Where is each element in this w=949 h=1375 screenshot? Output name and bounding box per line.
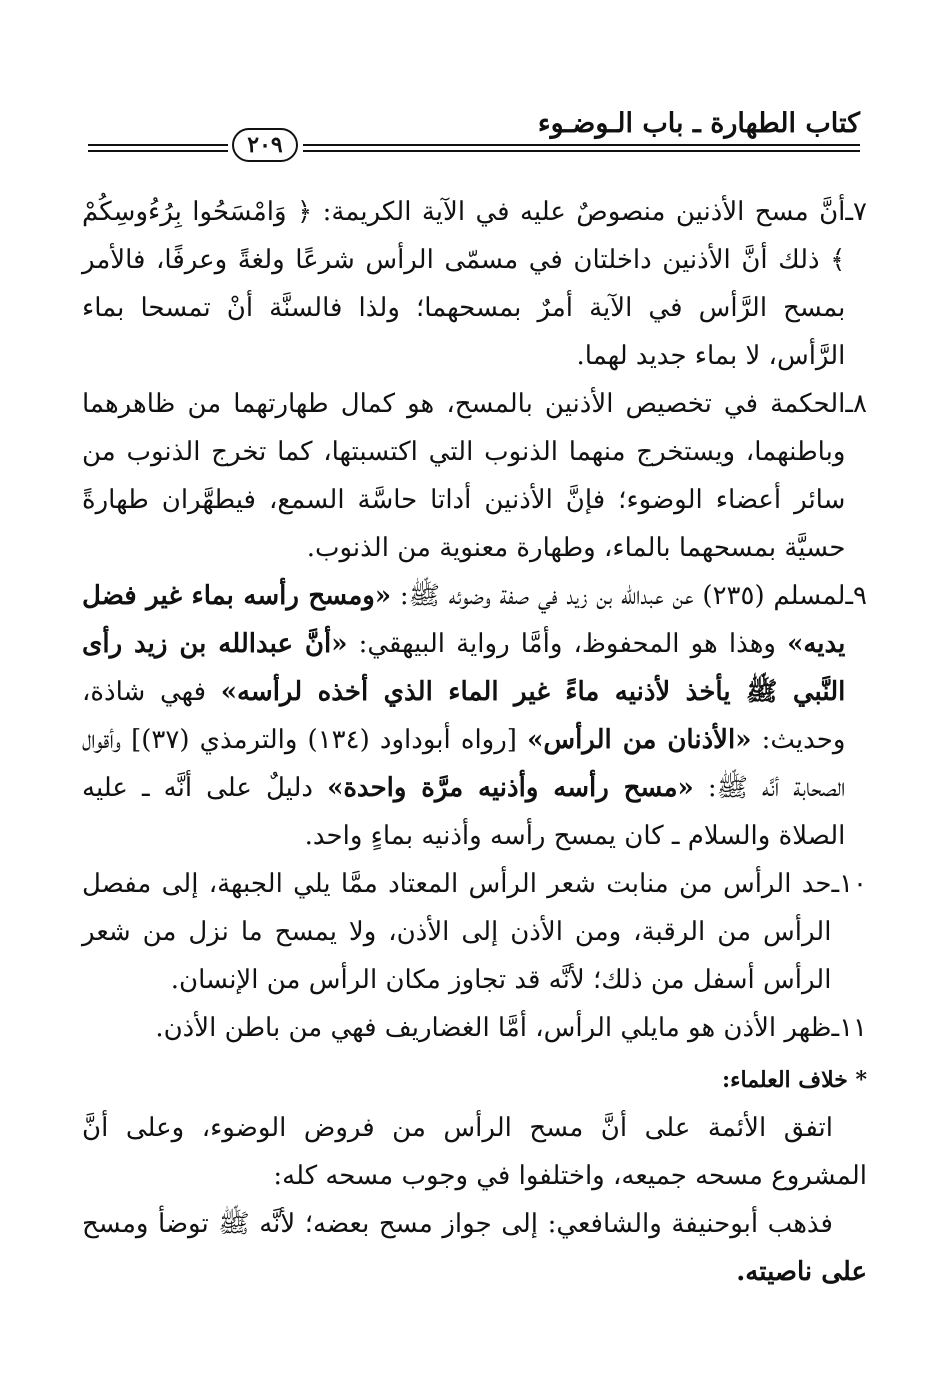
text-run: لمسلم (٢٣٥) عن عبدالله بن زيد في صفة وضوئه ﷺ: — [391, 581, 846, 611]
text-run: فذهب أبوحنيفة والشافعي: إلى جواز مسح بعضه؛ لأنَّه ﷺ توضأ ومسح — [82, 1209, 833, 1239]
hadith-quote: «ومسح رأسه بماء غير فضل يديه» — [82, 581, 846, 659]
running-head: كتاب الطهارة ـ باب الـوضـوء — [537, 108, 860, 139]
item-number: ١٠ـ — [831, 869, 867, 899]
item-text — [82, 572, 845, 860]
hadith-quote: «الأذنان من الرأس» — [527, 725, 752, 755]
list-item — [82, 188, 867, 380]
text-run: على ناصيته. — [736, 1257, 867, 1287]
text-run: فهي شاذة، وحديث: — [82, 677, 846, 755]
hadith-quote: «مسح رأسه وأذنيه مرَّة واحدة» — [327, 773, 694, 803]
list-item — [82, 572, 867, 860]
section-heading: * خلاف العلماء: — [722, 1067, 867, 1093]
list-item — [82, 860, 867, 1004]
item-number: ١١ـ — [831, 1013, 867, 1043]
text-run: وهذا هو المحفوظ، وأمَّا رواية البيهقي: — [347, 629, 788, 659]
header-rule — [303, 144, 860, 146]
item-text: أنَّ مسح الأذنين منصوصٌ عليه في الآية الكريمة: ﴿ وَامْسَحُوا بِرُءُوسِكُمْ ﴾ ذلك أنَّ الأذنين داخلتان في مسمّى الرأس شرعًا ولغةً وعرفًا، فالأمر بمسح الرَّأس في الآية أمرٌ بمسحهما؛ ولذا فالسنَّة أنْ تمسحا بماء الرَّأس، لا بماء جديد لهما. — [82, 197, 846, 371]
header-rule — [88, 150, 228, 152]
paragraph: اتفق الأئمة على أنَّ مسح الرأس من فروض الوضوء، وعلى أنَّ المشروع مسحه جميعه، واختلفوا في وجوب مسحه كله: — [82, 1113, 867, 1191]
item-number: ٨ـ — [845, 389, 867, 419]
item-number: ٩ـ — [845, 581, 867, 611]
header-rule — [303, 150, 860, 152]
text-run: [رواه أبوداود (١٣٤) والترمذي (٣٧)] وأقوال الصحابة أنَّه ﷺ: — [82, 725, 846, 803]
list-item — [82, 1004, 867, 1052]
item-text: الحكمة في تخصيص الأذنين بالمسح، هو كمال طهارتهما من ظاهرهما وباطنهما، ويستخرج منهما الذنوب التي اكتسبتها، كما تخرج الذنوب من سائر أعضاء الوضوء؛ فإنَّ الأذنين أداتا حاسَّة السمع، فيطهَّران طهارةً حسيَّة بمسحهما بالماء، وطهارة معنوية من الذنوب. — [82, 389, 846, 563]
text-run: دليلٌ على أنَّه ـ عليه الصلاة والسلام ـ كان يمسح رأسه وأذنيه بماءٍ واحد. — [82, 773, 846, 851]
item-number: ٧ـ — [845, 197, 867, 227]
hadith-quote: «أنَّ عبدالله بن زيد رأى النَّبي ﷺ يأخذ لأذنيه ماءً غير الماء الذي أخذه لرأسه» — [82, 629, 846, 707]
page-header — [88, 108, 860, 168]
page-number: ٢٠٩ — [232, 128, 298, 162]
paragraph — [82, 1200, 867, 1296]
list-item — [82, 380, 867, 572]
page-body — [82, 188, 867, 1296]
header-rule — [88, 144, 228, 146]
item-text: حد الرأس من منابت شعر الرأس المعتاد ممَّا يلي الجبهة، إلى مفصل الرأس من الرقبة، ومن الأذن إلى الأذن، ولا يمسح ما نزل من شعر الرأس أسفل من ذلك؛ لأنَّه قد تجاوز مكان الرأس من الإنسان. — [82, 869, 832, 995]
item-text: ظهر الأذن هو مايلي الرأس، أمَّا الغضاريف فهي من باطن الأذن. — [155, 1013, 832, 1043]
